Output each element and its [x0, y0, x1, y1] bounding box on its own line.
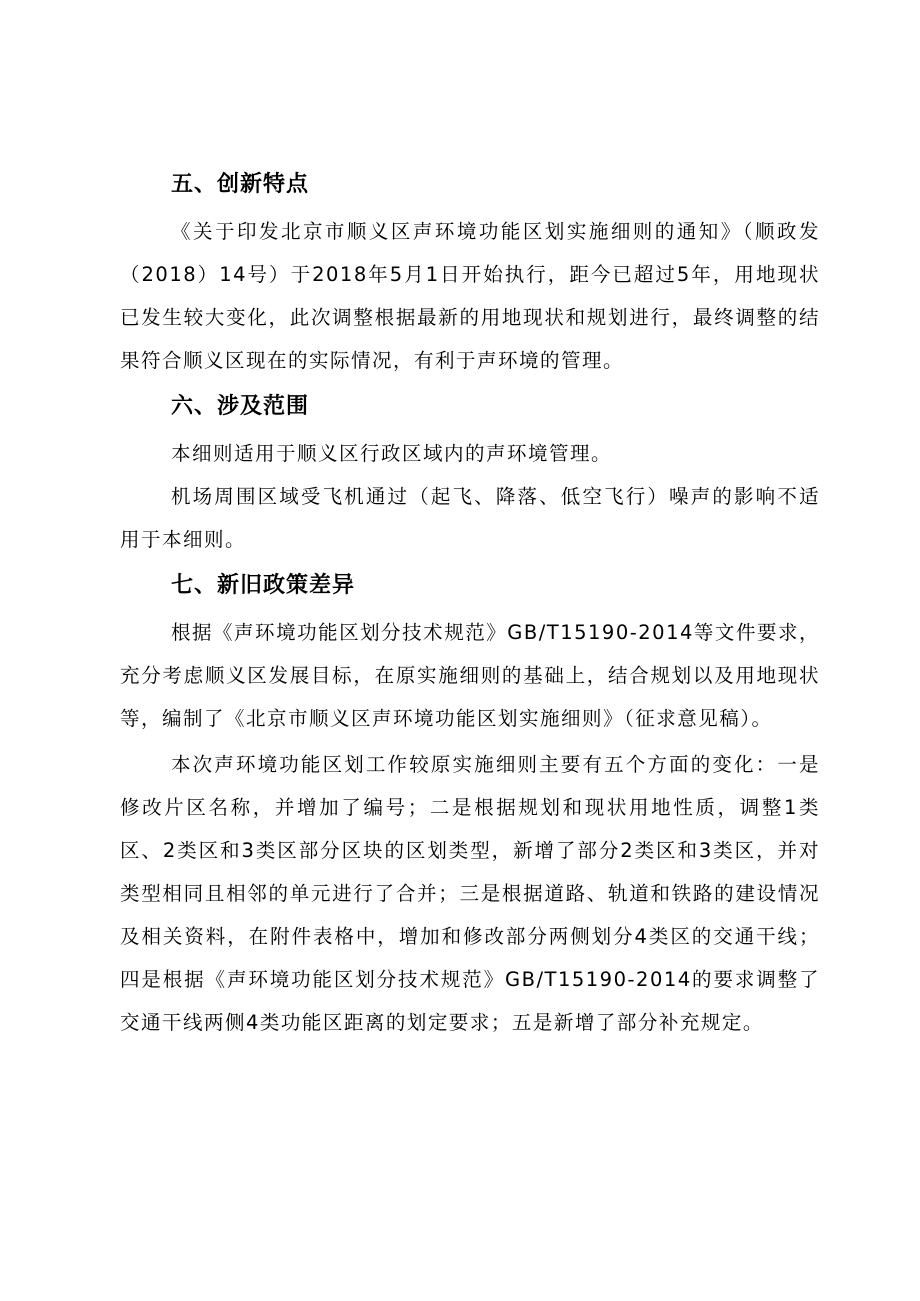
paragraph-innovation: 《关于印发北京市顺义区声环境功能区划实施细则的通知》（顺政发（2018）14号）于2018年5月1日开始执行，距今已超过5年，用地现状已发生较大变化，此次调整根据最新的用地现状和规划进行，最终调整的结果符合顺义区现在的实际情况，有利于声环境的管理。: [120, 220, 820, 372]
section-heading-scope: 六、涉及范围: [171, 394, 310, 419]
paragraph-scope-1: 本细则适用于顺义区行政区域内的声环境管理。: [171, 442, 613, 465]
section-heading-policy-differences: 七、新旧政策差异: [171, 573, 356, 598]
paragraph-policy-2: 本次声环境功能区划工作较原实施细则主要有五个方面的变化：一是修改片区名称，并增加了编号；二是根据规划和现状用地性质，调整1类区、2类区和3类区部分区块的区划类型，新增了部分2类区和3类区，并对类型相同且相邻的单元进行了合并；三是根据道路、轨道和铁路的建设情况及相关资料，在附件表格中，增加和修改部分两侧划分4类区的交通干线；四是根据《声环境功能区划分技术规范》GB/T15190-2014的要求调整了交通干线两侧4类功能区距离的划定要求；五是新增了部分补充规定。: [120, 753, 820, 1034]
section-heading-innovation: 五、创新特点: [171, 172, 310, 197]
paragraph-scope-2: 机场周围区域受飞机通过（起飞、降落、低空飞行）噪声的影响不适用于本细则。: [120, 485, 820, 551]
document-page: [120, 160, 820, 1044]
paragraph-policy-1: 根据《声环境功能区划分技术规范》GB/T15190-2014等文件要求，充分考虑顺义区发展目标，在原实施细则的基础上，结合规划以及用地现状等，编制了《北京市顺义区声环境功能区划实施细则》（征求意见稿）。: [120, 621, 820, 730]
